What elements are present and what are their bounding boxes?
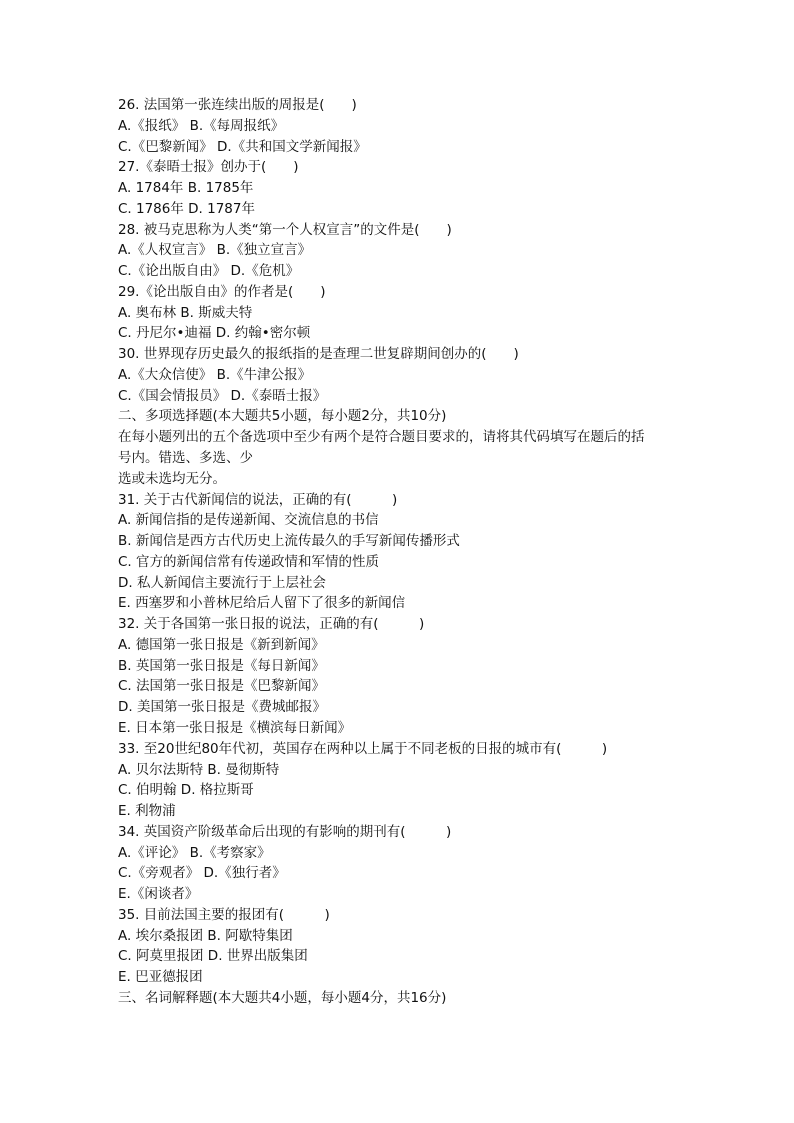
text-line: 28. 被马克思称为人类“第一个人权宣言”的文件是( )	[118, 221, 452, 238]
text-line: C. 法国第一张日报是《巴黎新闻》	[118, 678, 326, 695]
text-line: A.《评论》 B.《考察家》	[118, 844, 271, 861]
document-page	[118, 95, 688, 1009]
text-line: 26. 法国第一张连续出版的周报是( )	[118, 97, 357, 113]
text-line: A. 德国第一张日报是《新到新闻》	[118, 636, 325, 653]
text-line: C. 伯明翰 D. 格拉斯哥	[118, 782, 254, 799]
text-line: E. 日本第一张日报是《横滨每日新闻》	[118, 719, 352, 736]
text-line: 34. 英国资产阶级革命后出现的有影响的期刊有( )	[118, 823, 452, 840]
text-line: C.《旁观者》 D.《独行者》	[118, 865, 286, 882]
text-line: A. 埃尔桑报团 B. 阿歇特集团	[118, 927, 293, 944]
text-line: C.《巴黎新闻》 D.《共和国文学新闻报》	[118, 138, 367, 155]
text-line: 二、多项选择题(本大题共5小题，每小题2分，共10分)	[118, 408, 447, 425]
text-line: E. 利物浦	[118, 803, 176, 820]
text-line: 30. 世界现存历史最久的报纸指的是查理二世复辟期间创办的( )	[118, 346, 519, 363]
text-line: 31. 关于古代新闻信的说法，正确的有( )	[118, 491, 398, 508]
text-line: 32. 关于各国第一张日报的说法，正确的有( )	[118, 616, 425, 633]
text-line: A. 新闻信指的是传递新闻、交流信息的书信	[118, 512, 379, 529]
text-line: C. 1786年 D. 1787年	[118, 200, 255, 217]
text-line: C. 官方的新闻信常有传递政情和军情的性质	[118, 553, 380, 570]
text-line: B. 英国第一张日报是《每日新闻》	[118, 657, 325, 674]
text-line: B. 新闻信是西方古代历史上流传最久的手写新闻传播形式	[118, 533, 460, 550]
text-line: C.《论出版自由》 D.《危机》	[118, 263, 300, 280]
text-line: C. 阿莫里报团 D. 世界出版集团	[118, 948, 308, 965]
text-line: A.《报纸》 B.《每周报纸》	[118, 117, 285, 134]
text-line: A. 贝尔法斯特 B. 曼彻斯特	[118, 761, 280, 778]
text-line: A.《人权宣言》 B.《独立宣言》	[118, 242, 312, 259]
text-line: D. 美国第一张日报是《费城邮报》	[118, 699, 326, 716]
text-line: 三、名词解释题(本大题共4小题，每小题4分，共16分)	[118, 989, 447, 1006]
text-line: E. 巴亚德报团	[118, 969, 203, 986]
text-line: C. 丹尼尔•迪福 D. 约翰•密尔顿	[118, 325, 311, 342]
text-line: 33. 至20世纪80年代初，英国存在两种以上属于不同老板的日报的城市有( )	[118, 740, 608, 757]
text-line: 29.《论出版自由》的作者是( )	[118, 283, 326, 300]
text-line: D. 私人新闻信主要流行于上层社会	[118, 574, 326, 591]
text-line: 在每小题列出的五个备选项中至少有两个是符合题目要求的，请将其代码填写在题后的括	[118, 429, 645, 446]
text-line: A.《大众信使》 B.《牛津公报》	[118, 366, 312, 383]
text-line: 27.《泰晤士报》创办于( )	[118, 159, 299, 176]
text-line: 号内。错选、多选、少	[118, 450, 253, 467]
text-line: 选或未选均无分。	[118, 470, 226, 487]
text-line: 35. 目前法国主要的报团有( )	[118, 906, 330, 923]
text-line: E. 西塞罗和小普林尼给后人留下了很多的新闻信	[118, 595, 406, 612]
text-line: E.《闲谈者》	[118, 886, 199, 903]
text-line: A. 1784年 B. 1785年	[118, 180, 254, 197]
text-line: C.《国会情报员》 D.《泰晤士报》	[118, 387, 327, 404]
text-line: A. 奥布林 B. 斯威夫特	[118, 304, 253, 321]
